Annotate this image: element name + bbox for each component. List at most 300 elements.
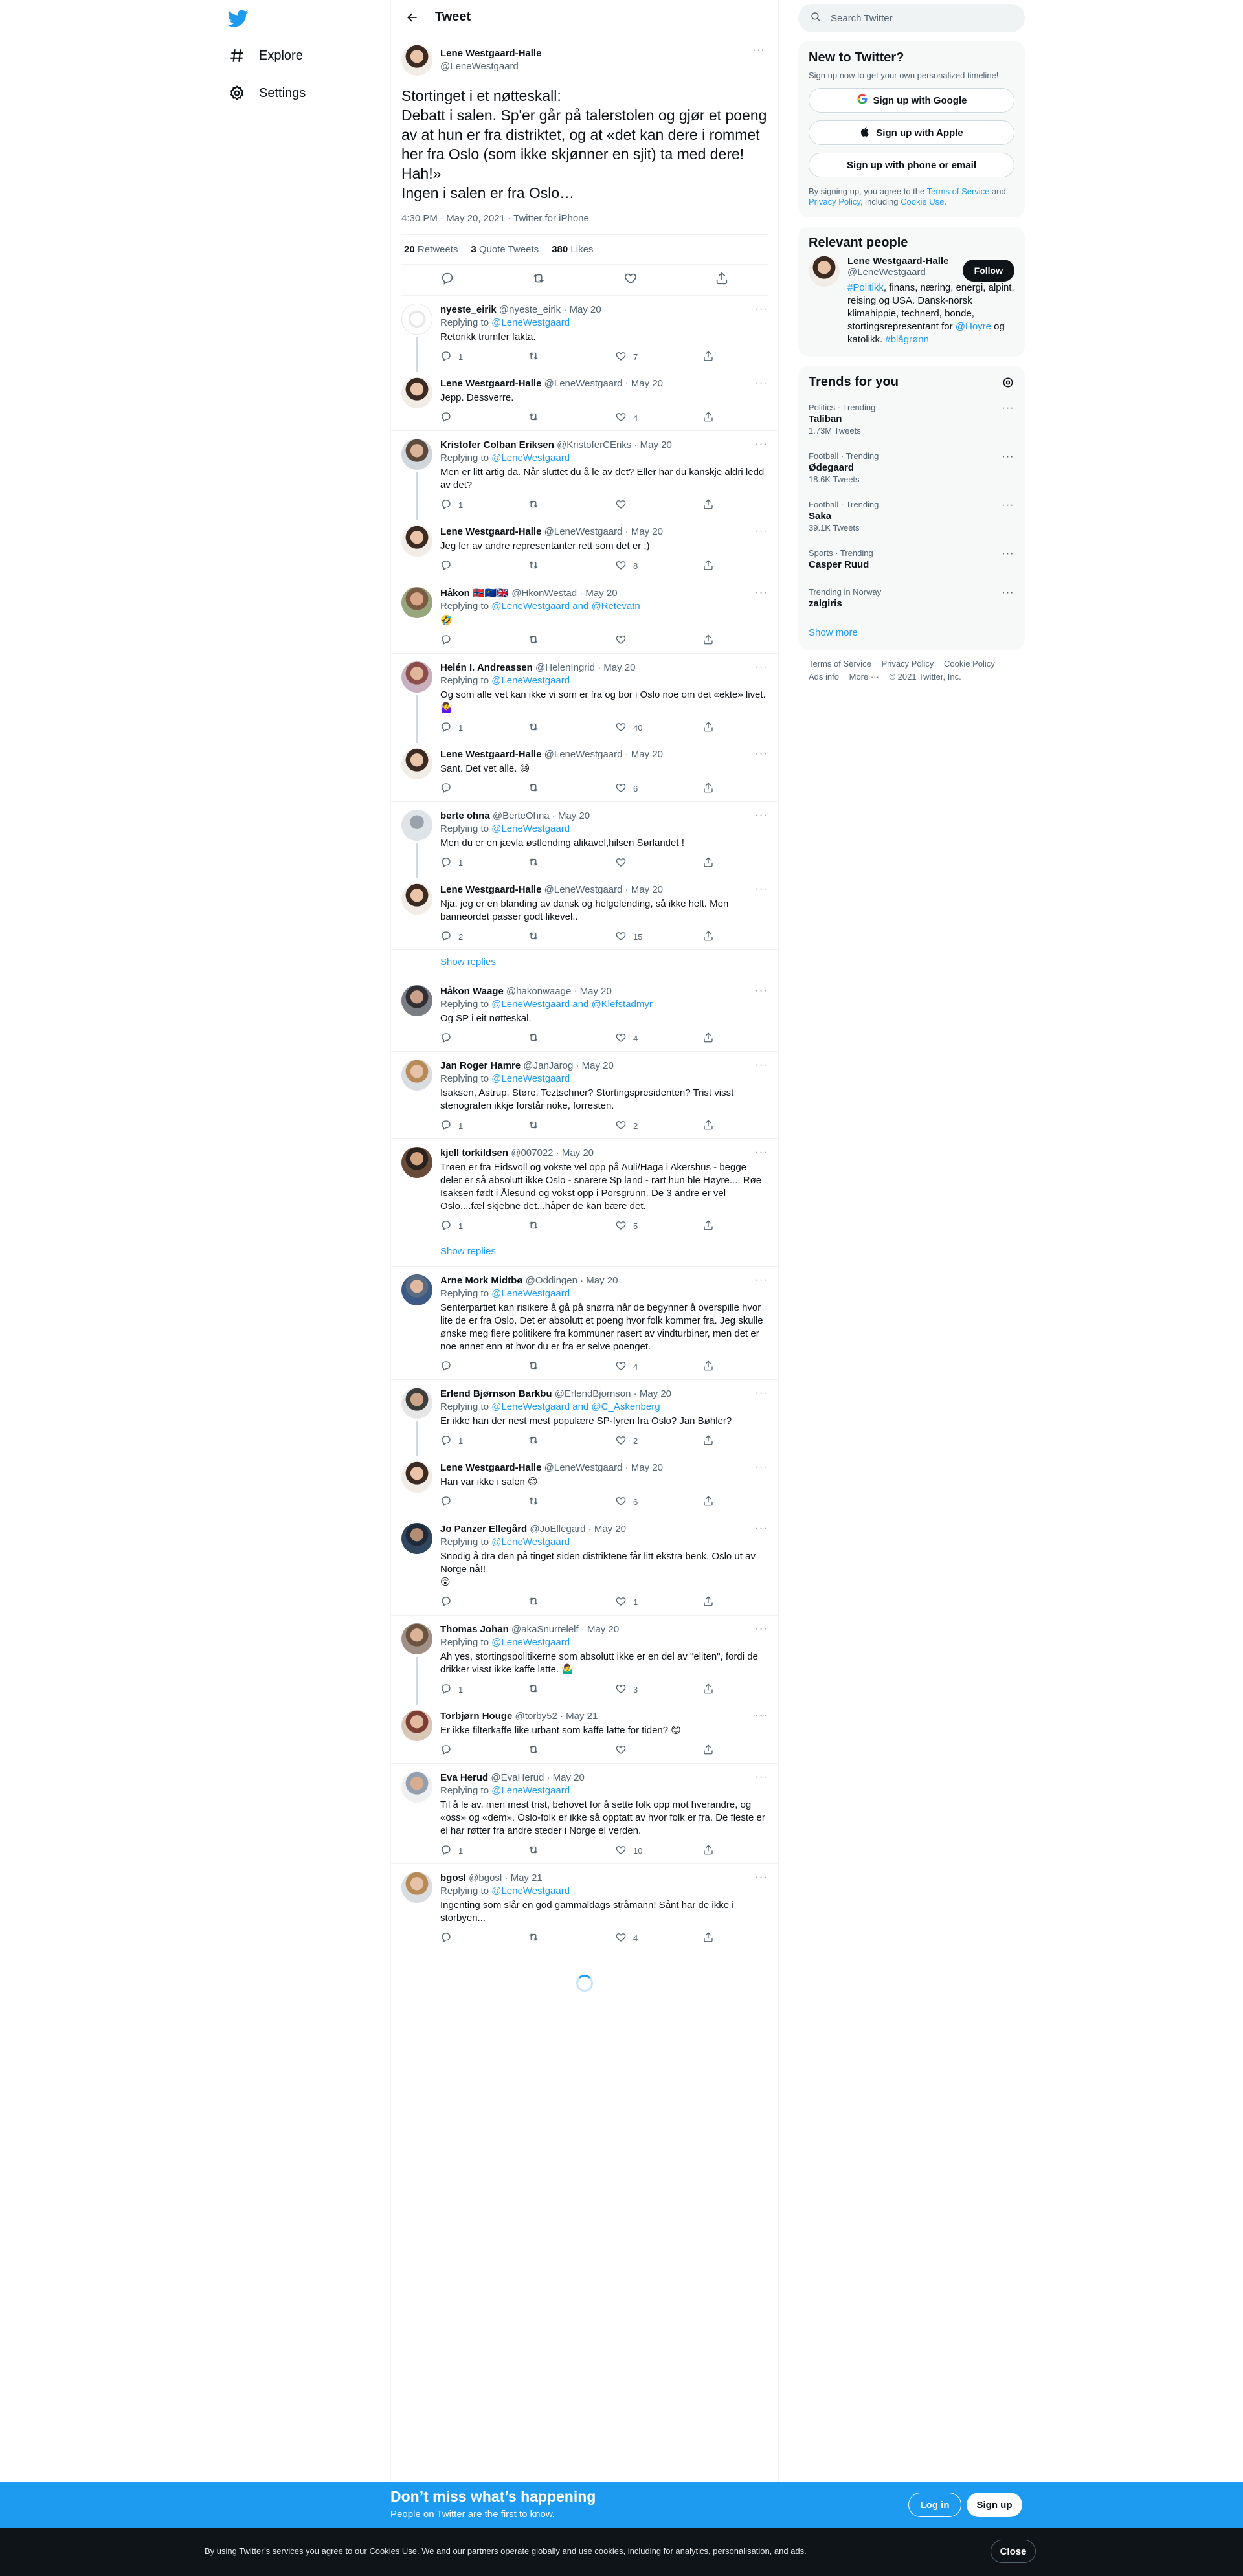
like-action[interactable] [615,1495,673,1508]
like-action[interactable] [615,1119,673,1132]
like-action[interactable] [615,411,673,424]
replying-to-mention[interactable]: @LeneWestgaard [491,1885,570,1896]
reply-action[interactable] [440,634,498,647]
reply-body [440,1523,768,1608]
follow-button[interactable]: Follow [963,260,1014,282]
more-icon[interactable]: ··· [755,883,768,894]
avatar[interactable] [809,256,840,287]
avatar[interactable] [401,1147,432,1178]
show-more-trends-link[interactable]: Show more [809,627,858,638]
retweet-action[interactable] [528,782,586,795]
show-replies-link[interactable]: Show replies [391,1239,778,1267]
reply-author-name[interactable]: kjell torkildsen [440,1148,509,1159]
reply-tweet[interactable] [391,518,778,579]
like-count: 15 [633,931,643,942]
reply-action[interactable] [440,1744,498,1757]
like-icon [615,856,627,870]
reply-author-handle: @LeneWestgaard · May 20 [544,378,664,389]
signup-button[interactable]: Sign up [967,2493,1022,2517]
share-action[interactable] [702,1119,715,1132]
avatar[interactable] [401,526,432,557]
reply-author-name[interactable]: Jo Panzer Ellegård [440,1524,528,1535]
replying-to [440,998,768,1011]
reply-header [440,661,768,674]
reply-tweet[interactable] [391,1515,778,1616]
quotes-stat[interactable] [471,244,539,255]
reply-tweet[interactable] [391,1454,778,1515]
reply-author-name[interactable]: Lene Westgaard-Halle [440,378,542,389]
retweet-icon [528,498,539,512]
reply-text: Trøen er fra Eidsvoll og vokste vel opp på Auli/Haga i Akershus - begge deler er så absolutt ikke Oslo - snarere Sp land - rart hun ble Høyre.... Røe Isaksen født i Ålesund og vokst opp i Porsgrunn. De 3 andre er vel Oslo....fæl skjebne det...håper de kan bære det. [440,1162,762,1212]
reply-author-handle: @hakonwaage · May 20 [506,986,612,997]
reply-icon [440,1119,452,1133]
reply-body [440,304,768,363]
like-action[interactable] [615,782,673,795]
reply-author-name[interactable]: Torbjørn Houge [440,1711,513,1722]
reply-icon [440,1931,452,1945]
like-count: 5 [633,1221,638,1231]
reply-author-name[interactable]: Erlend Bjørnson Barkbu [440,1388,552,1399]
likes-stat[interactable] [552,244,593,255]
more-icon[interactable]: ··· [1002,403,1014,414]
main-column [390,0,779,2576]
retweets-stat[interactable] [404,244,458,255]
avatar[interactable] [401,1461,432,1493]
more-icon[interactable]: ··· [755,810,768,821]
reply-text: Sant. Det vet alle. 😄 [440,763,530,774]
like-count: 8 [633,561,638,571]
reply-author-name[interactable]: Eva Herud [440,1772,489,1783]
retweet-action[interactable] [528,411,586,424]
like-action[interactable] [615,634,673,647]
thread-line [416,843,418,878]
legal-text-1: By signing up, you agree to the [809,186,927,196]
like-action[interactable] [615,1219,673,1232]
trend-item[interactable] [798,540,1025,579]
like-action[interactable] [615,498,673,511]
share-action[interactable] [702,350,715,363]
replying-to-mention[interactable]: @LeneWestgaard and @Klefstadmyr [491,999,653,1010]
avatar[interactable] [401,45,432,76]
search-box[interactable] [798,4,1025,32]
avatar[interactable] [401,1060,432,1091]
more-icon[interactable]: ··· [755,439,768,450]
reply-author-name[interactable]: Helén I. Andreassen [440,662,533,673]
back-arrow-icon[interactable] [401,6,423,28]
like-action[interactable] [615,350,673,363]
reply-tweet[interactable] [391,1764,778,1864]
signup-apple-button[interactable] [809,120,1014,145]
more-icon[interactable]: ··· [755,1060,768,1071]
retweet-action[interactable] [528,1032,586,1045]
footer-ads-link[interactable]: Ads info [809,672,839,682]
trend-item[interactable] [798,443,1025,492]
more-icon[interactable]: ··· [1002,548,1014,559]
close-button[interactable]: Close [991,2540,1036,2563]
reply-actions [440,1744,715,1757]
more-icon[interactable]: ··· [755,377,768,388]
nav-explore[interactable] [228,40,303,71]
focal-tweet-actions [401,265,768,296]
reply-author-handle: @KristoferCEriks · May 20 [557,439,672,450]
footer-more-link[interactable]: More ··· [849,672,879,682]
share-action[interactable] [702,1844,715,1857]
replying-to-mention[interactable]: @LeneWestgaard [491,452,570,463]
like-action[interactable] [615,1744,673,1757]
replying-to-mention[interactable]: @LeneWestgaard [491,675,570,686]
reply-action[interactable] [440,1119,498,1132]
reply-text: Retorikk trumfer fakta. [440,331,536,342]
reply-body [440,748,768,795]
avatar[interactable] [401,883,432,915]
reply-body [440,439,768,511]
retweet-action[interactable] [528,1495,586,1508]
retweet-action[interactable] [528,1844,586,1857]
reply-icon [440,1744,452,1757]
reply-action[interactable] [440,350,498,363]
replying-to-mention[interactable]: @LeneWestgaard [491,1288,570,1299]
retweet-action[interactable] [528,498,586,511]
avatar[interactable] [401,1710,432,1741]
replying-to-mention[interactable]: @LeneWestgaard [491,1785,570,1796]
replying-to-mention[interactable]: @LeneWestgaard [491,823,570,834]
more-icon[interactable]: ··· [755,1147,768,1158]
share-action[interactable] [702,559,715,572]
like-action[interactable] [615,721,673,734]
reply-action[interactable] [440,559,498,572]
reply-author-name[interactable]: Jan Roger Hamre [440,1060,521,1071]
reply-action[interactable] [440,1032,498,1045]
like-icon [615,1219,627,1233]
more-icon[interactable]: ··· [755,1623,768,1634]
avatar[interactable] [401,377,432,408]
reply-author-name[interactable]: bgosl [440,1872,466,1883]
reply-tweet[interactable] [391,740,778,802]
reply-action[interactable] [440,1595,498,1608]
reply-text: Jepp. Dessverre. [440,392,514,403]
like-action[interactable] [615,1844,673,1857]
footer-cookie-link[interactable]: Cookie Policy [943,659,995,669]
retweet-icon[interactable] [532,271,546,289]
more-icon[interactable]: ··· [755,304,768,315]
more-icon[interactable]: ··· [755,1523,768,1534]
avatar[interactable] [401,985,432,1016]
nav-settings[interactable] [228,78,306,109]
trend-item[interactable] [798,579,1025,618]
more-icon[interactable]: ··· [1002,500,1014,511]
reply-action[interactable] [440,1931,498,1944]
more-icon[interactable]: ··· [755,587,768,598]
more-icon[interactable]: ··· [755,748,768,759]
retweet-icon [528,1495,539,1509]
cookie-link[interactable]: Cookie Use [901,197,945,206]
like-action[interactable] [615,559,673,572]
footer-privacy-link[interactable]: Privacy Policy [881,659,934,669]
reply-tweet[interactable] [391,431,778,518]
more-icon[interactable]: ··· [1002,587,1014,598]
share-action[interactable] [702,498,715,511]
reply-author-handle: @HelenIngrid · May 20 [535,662,636,673]
reply-header [440,1388,768,1401]
focal-tweet-meta[interactable]: 4:30 PM · May 20, 2021 · Twitter for iPhone [401,213,768,235]
share-icon [702,1744,714,1757]
avatar[interactable] [401,1388,432,1419]
signup-phone-button[interactable] [809,153,1014,177]
retweet-action[interactable] [528,1595,586,1608]
reply-avatar-column [401,661,432,734]
share-action[interactable] [702,930,715,943]
avatar[interactable] [401,1523,432,1554]
reply-author-handle: @BerteOhna · May 20 [492,810,590,821]
retweet-action[interactable] [528,721,586,734]
focal-author[interactable] [440,47,541,73]
replying-to-mention[interactable]: @LeneWestgaard [491,317,570,328]
reply-action[interactable] [440,498,498,511]
more-icon[interactable]: ··· [755,1461,768,1472]
avatar[interactable] [401,1623,432,1654]
settings-gear-icon[interactable] [1002,376,1014,393]
avatar[interactable] [401,810,432,841]
reply-tweet[interactable] [391,654,778,740]
bio-mention[interactable]: @Hoyre [955,321,992,332]
share-action[interactable] [702,1595,715,1608]
reply-avatar-column [401,1274,432,1373]
retweet-action[interactable] [528,930,586,943]
twitter-logo-icon[interactable] [228,8,250,30]
retweet-action[interactable] [528,1931,586,1944]
retweet-action[interactable] [528,856,586,869]
avatar[interactable] [401,1872,432,1903]
avatar[interactable] [401,439,432,470]
more-icon[interactable]: ··· [755,1710,768,1721]
reply-tweet[interactable] [391,370,778,431]
reply-tweet[interactable] [391,579,778,654]
reply-action[interactable] [440,721,498,734]
reply-author-name[interactable]: Lene Westgaard-Halle [440,749,542,760]
reply-action[interactable] [440,856,498,869]
share-action[interactable] [702,856,715,869]
reply-text: Han var ikke i salen 😊 [440,1476,538,1487]
share-icon[interactable] [715,271,729,289]
reply-action[interactable] [440,1844,498,1857]
reply-author-name[interactable]: berte ohna [440,810,490,821]
focal-tweet-text: Stortinget i et nøtteskall: Debatt i salen. Sp'er går på talerstolen og gjør et poeng av at hun er fra distriktet, og at «det kan dere i rommet her fra Oslo (som ikke skjønner en sjit) ta med dere! Hah!» Ingen i salen er fra Oslo… [401,87,767,201]
like-action[interactable] [615,1595,673,1608]
relevant-person-name[interactable]: Lene Westgaard-Halle [847,256,949,267]
share-action[interactable] [702,1360,715,1373]
reply-icon [440,498,452,512]
retweet-action[interactable] [528,559,586,572]
reply-text: Er ikke filterkaffe like urbant som kaffe latte for tiden? 😊 [440,1725,681,1736]
reply-action[interactable] [440,1434,498,1447]
relevant-person[interactable] [798,256,1025,357]
reply-tweet[interactable] [391,1052,778,1139]
share-action[interactable] [702,1434,715,1447]
reply-header [440,1060,768,1072]
avatar[interactable] [401,748,432,779]
share-action[interactable] [702,1931,715,1944]
like-action[interactable] [615,856,673,869]
reply-action[interactable] [440,1219,498,1232]
reply-count: 1 [458,1221,464,1231]
retweet-action[interactable] [528,1434,586,1447]
retweet-icon [528,1360,539,1373]
replying-to [440,316,768,329]
show-replies-link[interactable]: Show replies [391,950,778,977]
avatar[interactable] [401,1274,432,1305]
more-icon[interactable]: ··· [755,1771,768,1782]
reply-author-name[interactable]: Kristofer Colban Eriksen [440,439,554,450]
avatar[interactable] [401,304,432,335]
reply-tweet[interactable] [391,1267,778,1380]
like-count: 3 [633,1684,638,1694]
more-icon[interactable]: ··· [755,985,768,996]
nav-settings-label: Settings [259,85,306,100]
retweet-icon [528,1844,539,1858]
reply-tweet[interactable] [391,1616,778,1702]
reply-author-name[interactable]: Håkon 🇳🇴🇪🇺🇬🇧 [440,588,510,599]
like-action[interactable] [615,1434,673,1447]
reply-actions [440,1844,715,1857]
new-to-twitter-title: New to Twitter? [809,50,904,65]
like-action[interactable] [615,1360,673,1373]
replying-to-mention[interactable]: @LeneWestgaard [491,1637,570,1648]
retweet-action[interactable] [528,634,586,647]
trend-item[interactable] [798,395,1025,443]
like-icon [615,1683,627,1696]
reply-action[interactable] [440,782,498,795]
share-action[interactable] [702,634,715,647]
retweet-action[interactable] [528,1683,586,1696]
avatar[interactable] [401,1771,432,1803]
privacy-link[interactable]: Privacy Policy [809,197,860,206]
reply-icon [440,1595,452,1609]
reply-tweet[interactable] [391,1380,778,1454]
reply-text: Ingenting som slår en god gammaldags stråmann! Sånt har de ikke i storbyen... [440,1900,734,1924]
reply-author-name[interactable]: nyeste_eirik [440,304,497,315]
footer-terms-link[interactable]: Terms of Service [809,659,871,669]
reply-icon [440,1360,452,1373]
like-action[interactable] [615,1931,673,1944]
replying-to-mention[interactable]: @LeneWestgaard and @C_Askenberg [491,1401,660,1412]
reply-header [440,1147,768,1160]
share-action[interactable] [702,1495,715,1508]
retweet-action[interactable] [528,1119,586,1132]
more-icon[interactable]: ··· [1002,451,1014,462]
share-action[interactable] [702,1683,715,1696]
more-icon[interactable]: ··· [755,526,768,537]
retweet-action[interactable] [528,1360,586,1373]
share-action[interactable] [702,411,715,424]
share-action[interactable] [702,1219,715,1232]
signup-google-button[interactable] [809,88,1014,113]
more-icon[interactable]: ··· [755,661,768,672]
retweet-action[interactable] [528,350,586,363]
reply-icon [440,350,452,364]
replying-to-mention[interactable]: @LeneWestgaard [491,1537,570,1548]
share-icon [702,1931,714,1945]
reply-tweet[interactable] [391,296,778,370]
share-icon [702,559,714,573]
like-action[interactable] [615,1683,673,1696]
reply-text: Til å le av, men mest trist, behovet for å sette folk opp mot hverandre, og «oss» og «dem». Oslo-folk er ikke så opptatt av hvor folk er fra. De fleste er el har røtter fra andre steder i Norge el verden. [440,1799,765,1836]
reply-author-name[interactable]: Thomas Johan [440,1624,509,1635]
reply-actions [440,411,715,424]
share-action[interactable] [702,1744,715,1757]
terms-link[interactable]: Terms of Service [926,186,990,196]
like-icon [615,1595,627,1609]
reply-tweet[interactable] [391,977,778,1052]
share-action[interactable] [702,1032,715,1045]
reply-author-name[interactable]: Lene Westgaard-Halle [440,1462,542,1473]
reply-icon [440,721,452,735]
reply-tweet[interactable] [391,802,778,876]
reply-icon [440,1495,452,1509]
reply-tweet[interactable] [391,1864,778,1951]
reply-action[interactable] [440,930,498,943]
retweet-icon [528,1032,539,1045]
reply-avatar-column [401,1147,432,1232]
reply-tweet[interactable] [391,1702,778,1764]
avatar[interactable] [401,661,432,693]
like-icon[interactable] [623,271,638,289]
reply-avatar-column [401,883,432,943]
reply-action[interactable] [440,1360,498,1373]
reply-author-name[interactable]: Arne Mork Midtbø [440,1275,523,1286]
reply-header [440,439,768,452]
bio-hashtag[interactable]: #Politikk [847,282,884,293]
share-icon [702,856,714,870]
avatar[interactable] [401,587,432,618]
reply-author-name[interactable]: Håkon Waage [440,986,504,997]
reply-list [391,296,778,1951]
reply-icon[interactable] [440,271,454,289]
reply-body [440,883,768,943]
reply-action[interactable] [440,1683,498,1696]
like-action[interactable] [615,1032,673,1045]
bio-hashtag[interactable]: #blågrønn [885,334,929,345]
like-action[interactable] [615,930,673,943]
share-action[interactable] [702,782,715,795]
reply-author-handle: @EvaHerud · May 20 [491,1772,585,1783]
signup-google-label: Sign up with Google [873,94,967,106]
reply-actions [440,634,715,647]
replying-to-mention[interactable]: @LeneWestgaard and @Retevatn [491,601,640,612]
replying-prefix: Replying to [440,601,492,612]
share-action[interactable] [702,721,715,734]
replying-to-mention[interactable]: @LeneWestgaard [491,1073,570,1084]
more-icon[interactable]: ··· [755,1274,768,1285]
retweet-icon [528,1434,539,1448]
like-icon [615,350,627,364]
retweet-action[interactable] [528,1219,586,1232]
trend-item[interactable] [798,492,1025,540]
retweet-action[interactable] [528,1744,586,1757]
reply-text: Men er litt artig da. Når sluttet du å le av det? Eller har du kanskje aldri ledd av det? [440,467,765,491]
reply-author-name[interactable]: Lene Westgaard-Halle [440,526,542,537]
reply-action[interactable] [440,1495,498,1508]
reply-action[interactable] [440,411,498,424]
more-icon[interactable]: ··· [752,45,765,56]
reply-tweet[interactable] [391,876,778,950]
more-icon[interactable]: ··· [755,1388,768,1399]
reply-tweet[interactable] [391,1139,778,1239]
reply-author-name[interactable]: Lene Westgaard-Halle [440,884,542,895]
share-icon [702,1595,714,1609]
more-icon[interactable]: ··· [755,1872,768,1883]
search-input[interactable]: Search Twitter [831,12,893,24]
login-button[interactable]: Log in [908,2493,961,2517]
